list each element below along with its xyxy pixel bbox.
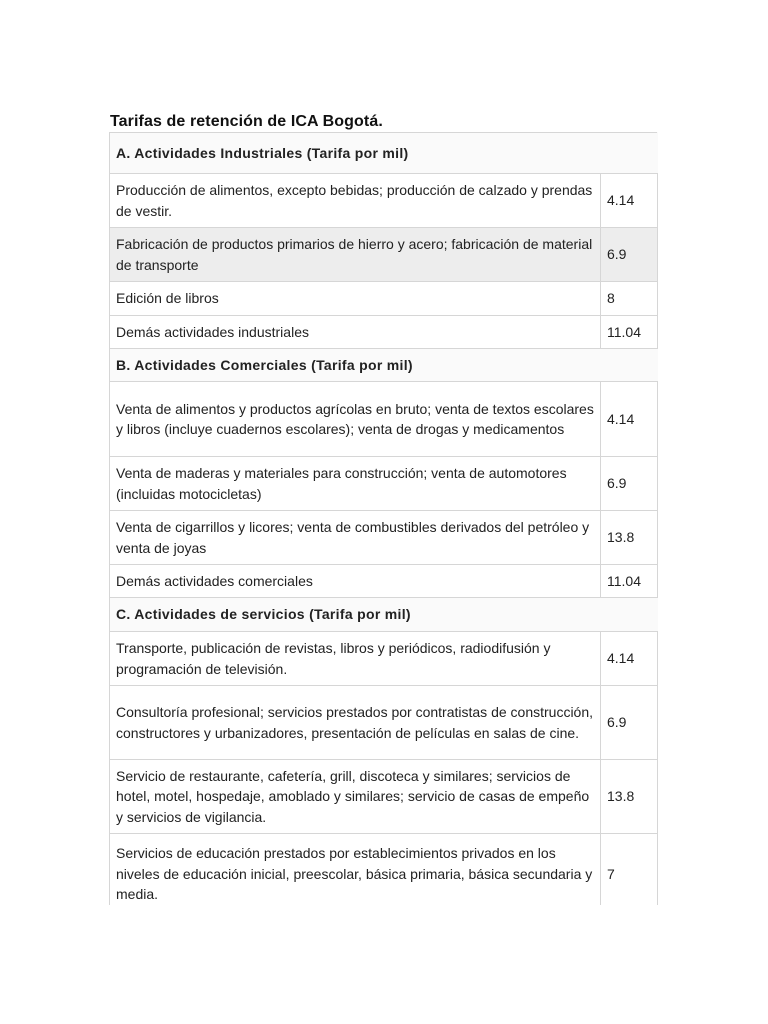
page-title: Tarifas de retención de ICA Bogotá.	[110, 113, 383, 130]
table-row	[110, 382, 658, 457]
rate-value: 4.14	[601, 174, 658, 228]
rate-value: 11.04	[601, 565, 658, 598]
rate-value: 6.9	[601, 228, 658, 282]
section-heading: B. Actividades Comerciales (Tarifa por mil)	[110, 349, 658, 382]
activity-description: Producción de alimentos, excepto bebidas; producción de calzado y prendas de vestir.	[110, 174, 601, 228]
activity-description: Demás actividades comerciales	[110, 565, 601, 598]
table-row	[110, 316, 658, 349]
table-row	[110, 834, 658, 915]
activity-description: Transporte, publicación de revistas, libros y periódicos, radiodifusión y programación de televisión.	[110, 632, 601, 686]
table-row	[110, 632, 658, 686]
table-row	[110, 511, 658, 565]
section-heading: C. Actividades de servicios (Tarifa por mil)	[110, 598, 658, 632]
section-header-industriales	[110, 133, 658, 174]
section-heading: A. Actividades Industriales (Tarifa por mil)	[110, 133, 658, 174]
activity-description: Servicios de educación prestados por establecimientos privados en los niveles de educación inicial, preescolar, básica primaria, básica secundaria y media.	[110, 834, 601, 915]
rate-value: 7	[601, 834, 658, 915]
section-header-comerciales	[110, 349, 658, 382]
rate-value: 6.9	[601, 457, 658, 511]
activity-description: Servicio de restaurante, cafetería, grill, discoteca y similares; servicios de hotel, motel, hospedaje, amoblado y similares; servicio de casas de empeño y servicios de vigilancia.	[110, 760, 601, 834]
table-row	[110, 282, 658, 316]
rate-value: 4.14	[601, 382, 658, 457]
table-row	[110, 174, 658, 228]
rate-value: 6.9	[601, 686, 658, 760]
activity-description: Consultoría profesional; servicios prestados por contratistas de construcción, constructores y urbanizadores, presentación de películas en salas de cine.	[110, 686, 601, 760]
ica-rates-table	[109, 132, 658, 915]
activity-description: Edición de libros	[110, 282, 601, 316]
page-cut-overlay	[108, 905, 660, 1024]
table-row	[110, 760, 658, 834]
activity-description: Demás actividades industriales	[110, 316, 601, 349]
activity-description: Fabricación de productos primarios de hierro y acero; fabricación de material de transporte	[110, 228, 601, 282]
table-row	[110, 228, 658, 282]
table-row	[110, 686, 658, 760]
table-row	[110, 565, 658, 598]
table-row	[110, 457, 658, 511]
activity-description: Venta de cigarrillos y licores; venta de combustibles derivados del petróleo y venta de joyas	[110, 511, 601, 565]
rate-value: 11.04	[601, 316, 658, 349]
rate-value: 13.8	[601, 760, 658, 834]
activity-description: Venta de alimentos y productos agrícolas en bruto; venta de textos escolares y libros (incluye cuadernos escolares); venta de drogas y medicamentos	[110, 382, 601, 457]
section-header-servicios	[110, 598, 658, 632]
rate-value: 4.14	[601, 632, 658, 686]
rate-value: 13.8	[601, 511, 658, 565]
rate-value: 8	[601, 282, 658, 316]
activity-description: Venta de maderas y materiales para construcción; venta de automotores (incluidas motocicletas)	[110, 457, 601, 511]
